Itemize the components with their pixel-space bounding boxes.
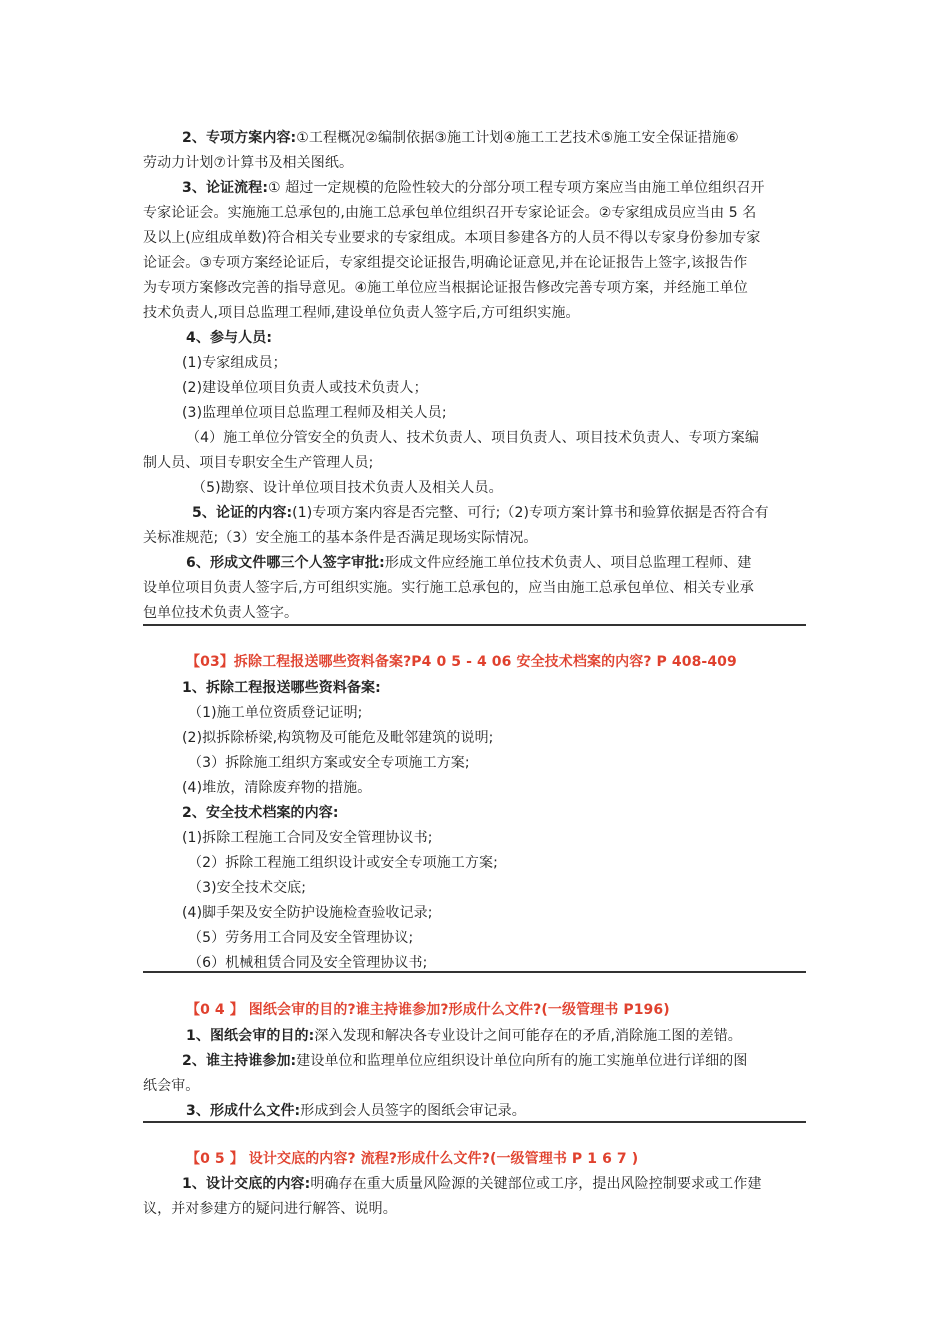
list-item: （5)勘察、设计单位项目技术负责人及相关人员。 [192, 480, 503, 496]
paragraph-5-text: (1)专项方案内容是否完整、可行;（2)专项方案计算书和验算依据是否符合有 [292, 505, 769, 521]
section-03-title: 【03】拆除工程报送哪些资料备案?P4 0 5 - 4 06 安全技术档案的内容? P 408-409 [186, 654, 737, 670]
section-04-paragraph-1 [186, 1026, 742, 1048]
paragraph-2-line-2: 劳动力计划⑦计算书及相关图纸。 [143, 155, 354, 171]
paragraph-3-line-6: 技术负责人,项目总监理工程师,建设单位负责人签字后,方可组织实施。 [143, 305, 580, 321]
paragraph-6-line-3: 包单位技术负责人签字。 [143, 605, 299, 621]
paragraph-2-text: ①工程概况②编制依据③施工计划④施工工艺技术⑤施工安全保证措施⑥ [296, 130, 739, 146]
section-05-p1-text: 明确存在重大质量风险源的关键部位或工序，提出风险控制要求或工作建 [310, 1176, 762, 1192]
section-04-p1-text: 深入发现和解决各专业设计之间可能存在的矛盾,消除施工图的差错。 [314, 1028, 742, 1044]
paragraph-5-label: 5、论证的内容: [192, 505, 293, 521]
paragraph-4-heading: 4、参与人员: [186, 330, 273, 346]
section-04-paragraph-2-line-2: 纸会审。 [143, 1078, 200, 1094]
section-04-title: 【0 4 】 图纸会审的目的?谁主持谁参加?形成什么文件?(一级管理书 P196) [186, 1002, 670, 1018]
list-item: (2)拟拆除桥梁,构筑物及可能危及毗邻建筑的说明; [182, 730, 494, 746]
section-04-p2-label: 2、谁主持谁参加: [182, 1053, 297, 1069]
section-divider [143, 1121, 806, 1123]
list-item: （4）施工单位分管安全的负责人、技术负责人、项目负责人、项目技术负责人、专项方案编 [186, 430, 760, 446]
paragraph-6-label: 6、形成文件哪三个人签字审批: [186, 555, 385, 571]
section-05-title: 【0 5 】 设计交底的内容? 流程?形成什么文件?(一级管理书 P 1 6 7 ) [186, 1151, 639, 1167]
paragraph-3-line-1 [182, 178, 765, 200]
paragraph-6-line-1 [186, 553, 751, 575]
list-item: （3)安全技术交底; [188, 880, 307, 896]
paragraph-3-line-2: 专家论证会。实施施工总承包的,由施工总承包单位组织召开专家论证会。②专家组成员应当由 5 名 [143, 205, 757, 221]
list-item: (1)拆除工程施工合同及安全管理协议书; [182, 830, 433, 846]
paragraph-5-line-1 [192, 503, 769, 525]
list-item: （2）拆除工程施工组织设计或安全专项施工方案; [188, 855, 498, 871]
section-04-p3-text: 形成到会人员签字的图纸会审记录。 [300, 1103, 526, 1119]
section-04-p2-text: 建设单位和监理单位应组织设计单位向所有的施工实施单位进行详细的图 [296, 1053, 748, 1069]
section-05-paragraph-1-line-2: 议，并对参建方的疑问进行解答、说明。 [143, 1201, 397, 1217]
paragraph-2-label: 2、专项方案内容: [182, 130, 297, 146]
list-item: (3)监理单位项目总监理工程师及相关人员; [182, 405, 447, 421]
section-divider [143, 971, 806, 973]
list-item: （5）劳务用工合同及安全管理协议; [188, 930, 414, 946]
list-item: (4)脚手架及安全防护设施检查验收记录; [182, 905, 433, 921]
paragraph-3-line-4: 论证会。③专项方案经论证后，专家组提交论证报告,明确论证意见,并在论证报告上签字,该报告作 [143, 255, 748, 271]
section-03-heading-2: 2、安全技术档案的内容: [182, 805, 339, 821]
paragraph-5-line-2: 关标准规范;（3）安全施工的基本条件是否满足现场实际情况。 [143, 530, 538, 546]
section-divider [143, 624, 806, 626]
paragraph-2-line-1 [182, 128, 739, 150]
section-04-paragraph-2-line-1 [182, 1051, 747, 1073]
list-item: (1)专家组成员； [182, 355, 287, 371]
section-05-p1-label: 1、设计交底的内容: [182, 1176, 311, 1192]
paragraph-6-line-2: 设单位项目负责人签字后,方可组织实施。实行施工总承包的，应当由施工总承包单位、相关专业承 [143, 580, 754, 596]
list-item: (2)建设单位项目负责人或技术负责人； [182, 380, 428, 396]
section-05-paragraph-1-line-1 [182, 1174, 762, 1196]
section-03-heading-1: 1、拆除工程报送哪些资料备案: [182, 680, 381, 696]
section-04-paragraph-3 [186, 1101, 526, 1123]
paragraph-6-text: 形成文件应经施工单位技术负责人、项目总监理工程师、建 [384, 555, 752, 571]
paragraph-3-label: 3、论证流程: [182, 180, 269, 196]
section-04-p1-label: 1、图纸会审的目的: [186, 1028, 315, 1044]
list-item: （3）拆除施工组织方案或安全专项施工方案; [188, 755, 470, 771]
list-item: (4)堆放，清除废弃物的措施。 [182, 780, 372, 796]
section-04-p3-label: 3、形成什么文件: [186, 1103, 301, 1119]
paragraph-3-line-5: 为专项方案修改完善的指导意见。④施工单位应当根据论证报告修改完善专项方案，并经施工单位 [143, 280, 748, 296]
paragraph-3-text: ① 超过一定规模的危险性较大的分部分项工程专项方案应当由施工单位组织召开 [268, 180, 765, 196]
list-item-continued: 制人员、项目专职安全生产管理人员; [143, 455, 374, 471]
list-item: （1)施工单位资质登记证明; [188, 705, 363, 721]
paragraph-3-line-3: 及以上(应组成单数)符合相关专业要求的专家组成。本项目参建各方的人员不得以专家身份参加专家 [143, 230, 761, 246]
list-item: （6）机械租赁合同及安全管理协议书; [188, 955, 428, 971]
